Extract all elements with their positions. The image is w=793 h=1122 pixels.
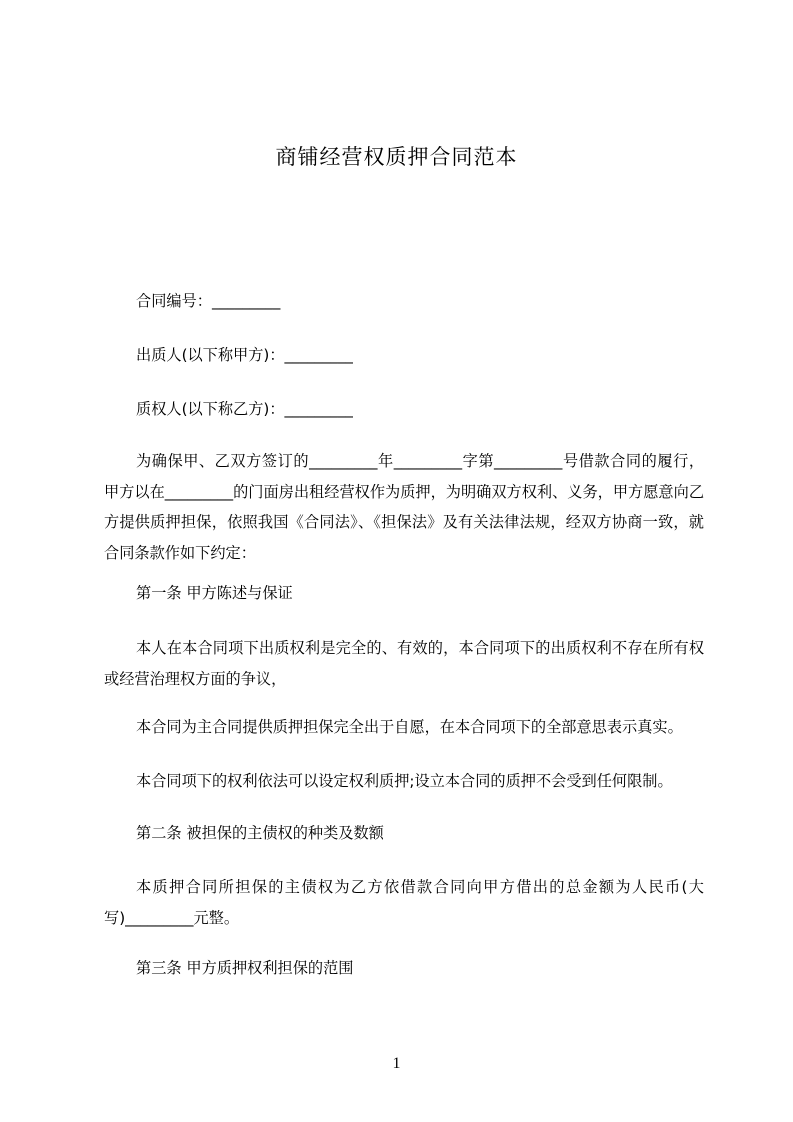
article-1-paragraph-3: 本合同项下的权利依法可以设定权利质押;设立本合同的质押不会受到任何限制。 <box>136 772 673 790</box>
intro-paragraph: 为确保甲、乙双方签订的_________年_________字第_________号借款合同的履行，甲方以在_________的门面房出租经营权作为质押，为明确双方权利、义务，甲方愿意向乙方提供质押担保，依照我国《合同法》、《担保法》及有关法律法规，经双方协商一致，就合同条款作如下约定： <box>104 452 704 562</box>
article-3-heading: 第三条 甲方质押权利担保的范围 <box>136 959 354 977</box>
pledgee-line: 质权人(以下称乙方)：_________ <box>136 400 353 418</box>
article-1-paragraph-1: 本人在本合同项下出质权利是完全的、有效的，本合同项下的出质权利不存在所有权或经营治理权方面的争议， <box>104 639 704 688</box>
article-1-paragraph-2: 本合同为主合同提供质押担保完全出于自愿，在本合同项下的全部意思表示真实。 <box>136 718 683 736</box>
page-number: 1 <box>392 1055 401 1072</box>
contract-number-line: 合同编号：_________ <box>136 292 281 310</box>
article-1-heading: 第一条 甲方陈述与保证 <box>136 584 293 602</box>
article-2-paragraph-1: 本质押合同所担保的主债权为乙方依借款合同向甲方借出的总金额为人民币(大写)_________元整。 <box>104 878 704 927</box>
article-2-heading: 第二条 被担保的主债权的种类及数额 <box>136 824 384 842</box>
pledgor-line: 出质人(以下称甲方)：_________ <box>136 346 353 364</box>
document-title: 商铺经营权质押合同范本 <box>275 145 518 169</box>
